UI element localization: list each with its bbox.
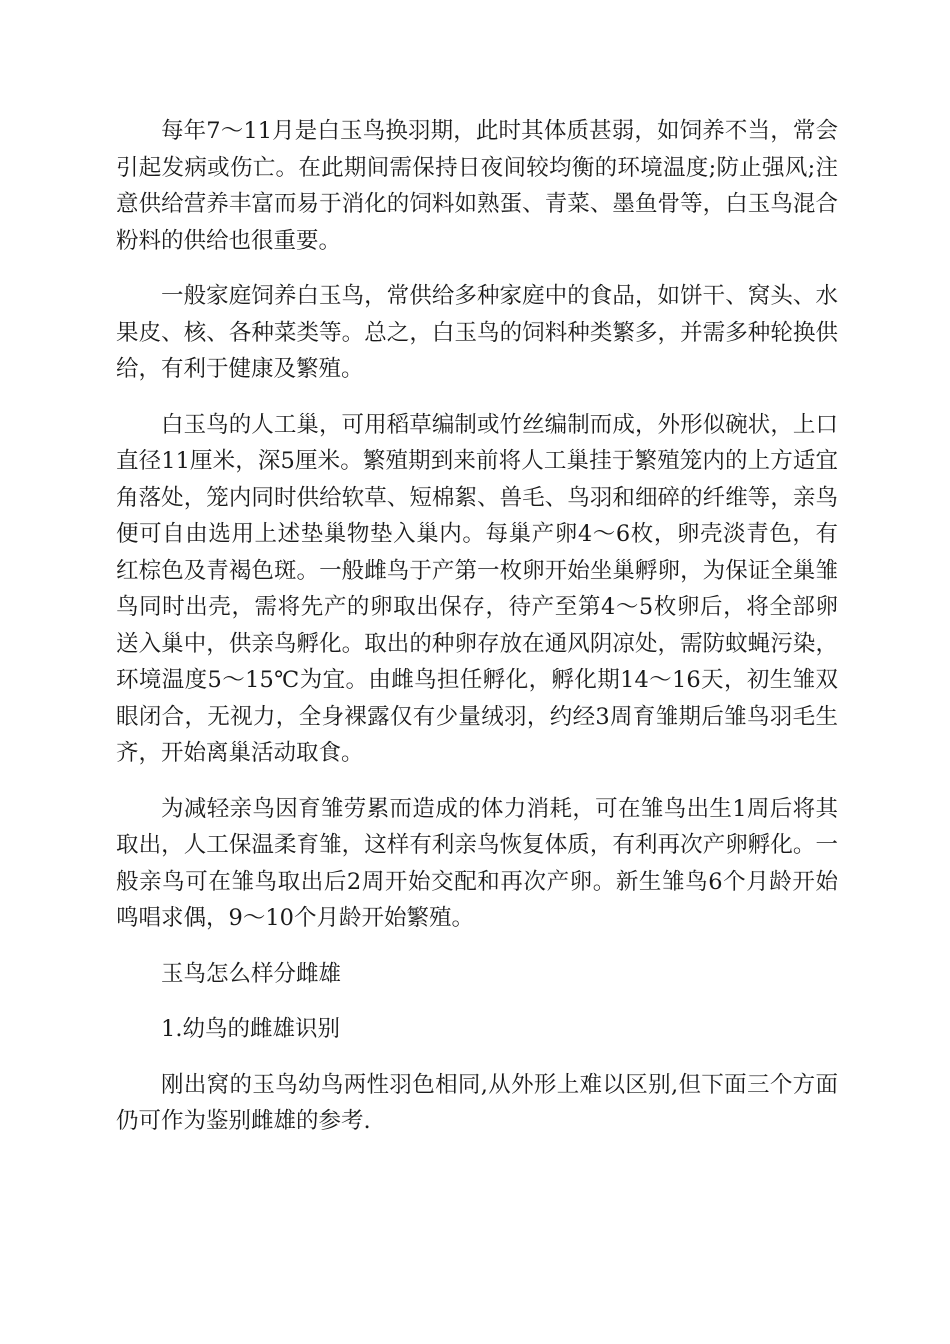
paragraph-molting: 每年7～11月是白玉鸟换羽期，此时其体质甚弱，如饲养不当，常会引起发病或伤亡。在此期间需保持日夜间较均衡的环境温度;防止强风;注意供给营养丰富而易于消化的饲料如熟蛋、青菜、墨鱼骨等，白玉鸟混合粉料的供给也很重要。 bbox=[116, 118, 838, 254]
paragraph-rearing: 为减轻亲鸟因育雏劳累而造成的体力消耗，可在雏鸟出生1周后将其取出，人工保温柔育雏，这样有利亲鸟恢复体质，有利再次产卵孵化。一般亲鸟可在雏鸟取出后2周开始交配和再次产卵。新生雏鸟6个月龄开始鸣唱求偶，9～10个月龄开始繁殖。 bbox=[116, 795, 838, 931]
subsection-title: 1.幼鸟的雌雄识别 bbox=[161, 1016, 340, 1042]
paragraph-feeding: 一般家庭饲养白玉鸟，常供给多种家庭中的食品，如饼干、窝头、水果皮、核、各种菜类等。总之，白玉鸟的饲料种类繁多，并需多种轮换供给，有利于健康及繁殖。 bbox=[116, 283, 838, 382]
paragraph-identification: 刚出窝的玉鸟幼鸟两性羽色相同,从外形上难以区别,但下面三个方面仍可作为鉴别雌雄的参考. bbox=[116, 1071, 838, 1134]
section-title: 玉鸟怎么样分雌雄 bbox=[161, 960, 342, 987]
document-page bbox=[116, 113, 838, 1159]
paragraph-nesting: 白玉鸟的人工巢，可用稻草编制或竹丝编制而成，外形似碗状，上口直径11厘米，深5厘米。繁殖期到来前将人工巢挂于繁殖笼内的上方适宜角落处，笼内同时供给软草、短棉絮、兽毛、鸟羽和细碎的纤维等，亲鸟便可自由选用上述垫巢物垫入巢内。每巢产卵4～6枚，卵壳淡青色，有红棕色及青褐色斑。一般雌鸟于产第一枚卵开始坐巢孵卵，为保证全巢雏鸟同时出壳，需将先产的卵取出保存，待产至第4～5枚卵后，将全部卵送入巢中，供亲鸟孵化。取出的种卵存放在通风阴凉处，需防蚊蝇污染，环境温度5～15℃为宜。由雌鸟担任孵化，孵化期14～16天，初生雏双眼闭合，无视力，全身裸露仅有少量绒羽，约经3周育雏期后雏鸟羽毛生齐，开始离巢活动取食。 bbox=[116, 411, 838, 766]
